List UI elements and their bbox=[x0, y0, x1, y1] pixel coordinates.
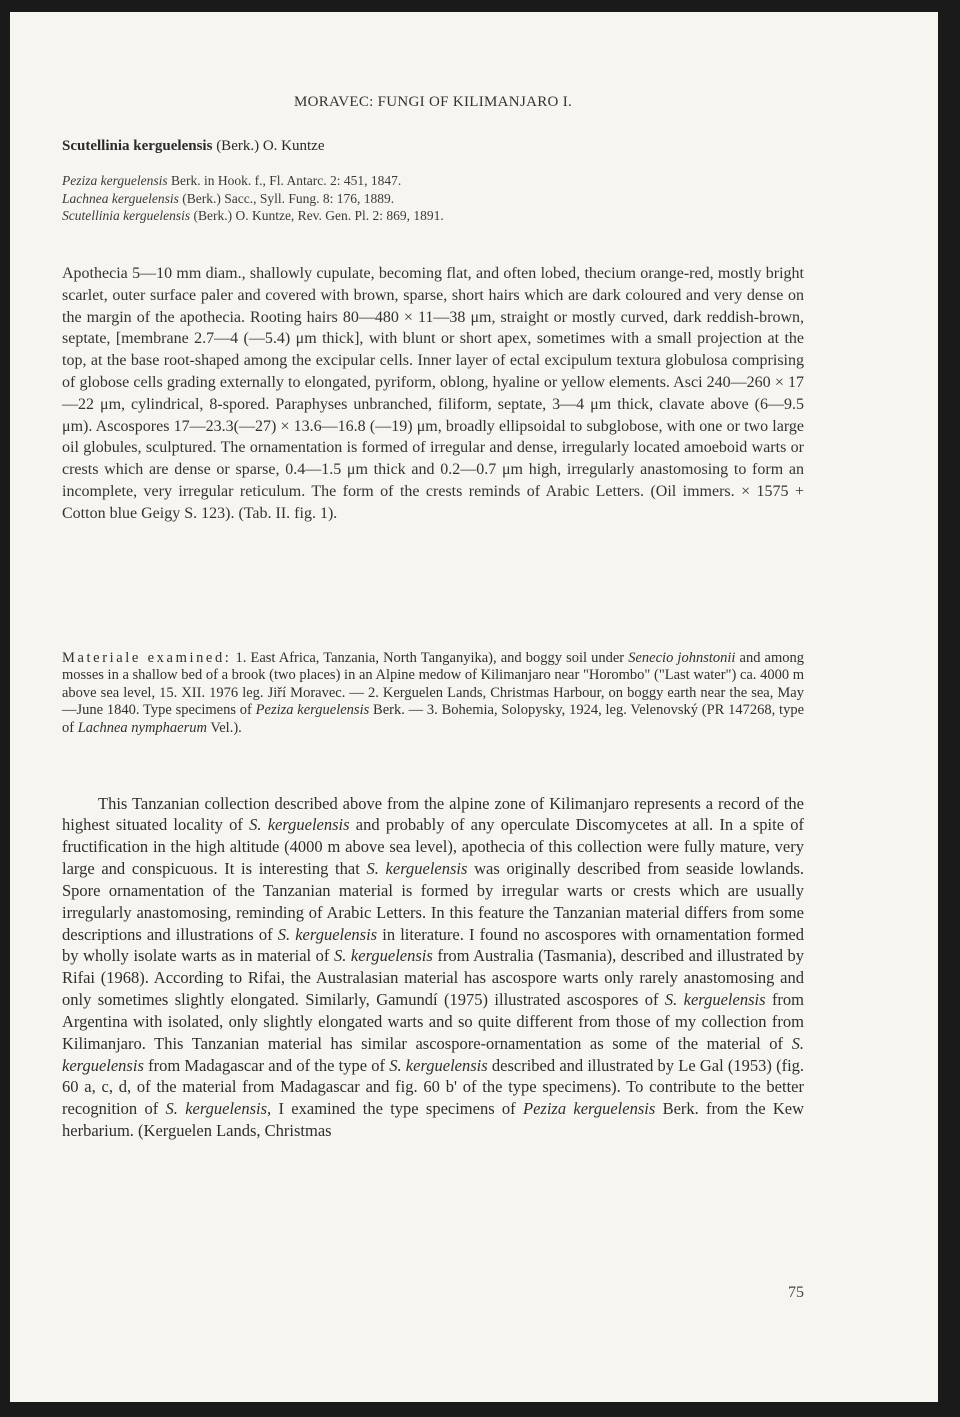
discussion-text: was originally described from seaside lowlands. Spore ornamentation of the Tanzanian material is formed by irregular warts or crests which are usually irregularly anastomosing, reminding of Arabic Letters. In this feature the Tanzanian material differs from some descriptions and illustrations of bbox=[62, 859, 804, 944]
discussion-paragraph bbox=[62, 793, 804, 1143]
species-heading bbox=[62, 138, 324, 155]
discussion-text: This Tanzanian collection described above from the alpine zone of Kilimanjaro represents a record of the highest situated locality of bbox=[62, 793, 804, 835]
discussion-text: and probably of any operculate Discomycetes at all. In a spite of fructification in the high altitude (4000 m above sea level), apothecia of this collection were fully mature, very large and conspicuous. It is interesting that bbox=[62, 815, 804, 879]
material-text: and among mosses in a shallow bed of a brook (two places) in an Alpine medow of Kilimanjaro near "Horombo" ("Last water") ca. 4000 m above sea level, 15. XII. 1976 leg. Jiří Moravec. — 2. Kerguelen Lands, Christmas Harbour, on boggy earth near the sea, May—June 1840. Type specimens of bbox=[62, 649, 805, 719]
taxon-name: S. kerguelensis bbox=[249, 815, 350, 835]
taxon-name: S. kerguelensis bbox=[664, 990, 766, 1010]
species-description: Apothecia 5—10 mm diam., shallowly cupulate, becoming flat, and often lobed, thecium orange-red, mostly bright scarlet, outer surface paler and covered with brown, sparse, short hairs which are dark coloured and very dense on the margin of the apothecia. Rooting hairs 80—480 × 11—38 μm, straight or mostly curved, dark reddish-brown, septate, [membrane 2.7—4 (—5.4) μm thick], with blunt or short apex, sometimes with a small projection at the top, at the base root-shaped among the excipular cells. Inner layer of ectal excipulum textura globulosa comprising of globose cells grading externally to elongated, pyriform, oblong, hyaline or yellow elements. Asci 240—260 × 17—22 μm, cylindrical, 8-spored. Paraphyses unbranched, filiform, septate, 3—4 μm thick, clavate above (6—9.5 μm). Ascospores 17—23.3(—27) × 13.6—16.8 (—19) μm, broadly ellipsoidal to subglobose, with one or two large oil globules, sculptured. The ornamentation is formed of irregular and dense, irregularly located amoeboid warts or crests which are dense or sparse, 0.4—1.5 μm thick and 0.2—0.7 μm high, irregularly anastomosing to form an incomplete, very irregular reticulum. The form of the crests reminds of Arabic Letters. (Oil immers. × 1575 + Cotton blue Geigy S. 123). (Tab. II. fig. 1). bbox=[62, 265, 804, 522]
taxon-name: Peziza kerguelensis bbox=[255, 702, 370, 719]
taxon-name: S. kerguelensis bbox=[366, 859, 468, 879]
synonym-citation: (Berk.) Sacc., Syll. Fung. 8: 176, 1889. bbox=[182, 190, 395, 206]
taxon-name: Lachnea nymphaerum bbox=[77, 719, 207, 736]
discussion-text: from Australia (Tasmania), described and illustrated by Rifai (1968). According to Rifai, the Australasian material has ascospore warts only rarely anastomosing and only sometimes slightly elongated. Similarly, Gamundí (1975) illustrated ascospores of bbox=[62, 946, 804, 1010]
discussion-text: in literature. I found no ascospores with ornamentation formed by wholly isolate warts as in material of bbox=[62, 924, 804, 966]
discussion-text: from Argentina with isolated, only slightly elongated warts and so quite different from those of my collection from Kilimanjaro. This Tanzanian material has similar ascospore-ornamentation as some of the material of bbox=[62, 990, 805, 1053]
taxon-name: S. kerguelensis, bbox=[165, 1099, 272, 1119]
discussion-text: Berk. from the Kew herbarium. (Kerguelen Lands, Christmas bbox=[62, 1099, 805, 1141]
taxon-name: S. kerguelensis bbox=[62, 1033, 804, 1075]
material-text: Berk. — 3. Bohemia, Solopysky, 1924, leg. Velenovský (PR 147268, type of bbox=[62, 702, 805, 736]
species-authority: (Berk.) O. Kuntze bbox=[216, 138, 325, 154]
synonym-name: Scutellinia kerguelensis bbox=[62, 208, 191, 223]
paper-page bbox=[10, 12, 938, 1402]
synonym-citation: Berk. in Hook. f., Fl. Antarc. 2: 451, 1847. bbox=[170, 173, 402, 188]
material-examined bbox=[62, 650, 804, 738]
material-text: 1. East Africa, Tanzania, North Tanganyika), and boggy soil under bbox=[235, 649, 625, 666]
taxon-name: S. kerguelensis bbox=[334, 946, 433, 966]
material-text: Vel.). bbox=[210, 719, 242, 736]
synonym-citation: (Berk.) O. Kuntze, Rev. Gen. Pl. 2: 869, 1891. bbox=[193, 208, 444, 223]
running-head: MORAVEC: FUNGI OF KILIMANJARO I. bbox=[293, 94, 573, 110]
synonym-name: Peziza kerguelensis bbox=[62, 173, 168, 188]
discussion-text: I examined the type specimens of bbox=[278, 1099, 516, 1119]
material-label: Materiale examined: bbox=[62, 649, 232, 666]
page-number: 75 bbox=[788, 1284, 804, 1301]
synonym-name: Lachnea kerguelensis bbox=[62, 190, 179, 206]
taxon-name: Peziza kerguelensis bbox=[523, 1099, 656, 1119]
synonym-entry bbox=[62, 207, 444, 225]
synonym-entry bbox=[62, 172, 444, 190]
taxon-name: S. kerguelensis bbox=[277, 924, 378, 944]
discussion-text: from Madagascar and of the type of bbox=[148, 1055, 385, 1075]
host-name: Senecio johnstonii bbox=[628, 649, 736, 666]
taxon-name: S. kerguelensis bbox=[389, 1055, 488, 1075]
discussion-text: described and illustrated by Le Gal (1953) (fig. 60 a, c, d, of the material from Madagascar and fig. 60 b' of the type specimens). To contribute to the better recognition of bbox=[62, 1055, 805, 1119]
species-name: Scutellinia kerguelensis bbox=[62, 138, 213, 154]
synonym-entry bbox=[62, 190, 444, 208]
synonym-list bbox=[62, 172, 444, 225]
